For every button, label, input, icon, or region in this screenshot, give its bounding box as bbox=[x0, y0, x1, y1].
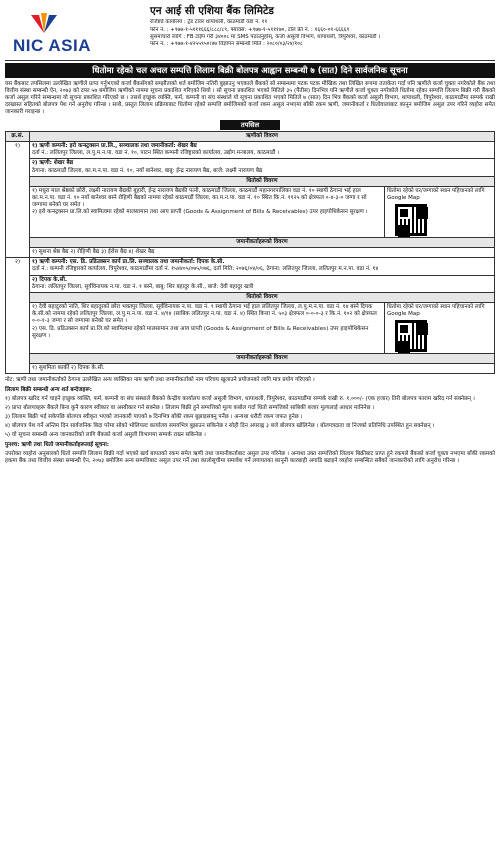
collateral-header: धितोको विवरण bbox=[30, 176, 495, 186]
table-row bbox=[6, 186, 495, 237]
guarantor-list: १) सुशना श्रेष्ठ बैद्य २) रोहिणी बैद्य ३) ईरोस बैद्य ४) शेखर बैद्य bbox=[30, 248, 495, 258]
logo-text: NIC ASIA bbox=[13, 36, 91, 55]
note-intro: नोट: ऋणी तथा जमानीकर्ताको ठेगाना उल्लेखित अन्य व्यक्तिका नाम ऋणी तथा जमानीकर्ताको नाम परिचय खुलाउने प्रयोजनको लागि मात्र प्रयोग गरिएको । bbox=[5, 377, 315, 384]
qr-code-icon[interactable] bbox=[395, 204, 427, 236]
borrower-detail: दर्ता नं.: कम्पनी रजिष्ट्रारको कार्यालय, त्रिपुरेश्वर, काठमाडौंमा दर्ता नं. १५४४०५/०७५/०७६, दर्ता मिति: २०७६/०४/०६, ठेगाना: ललितपुर जिल्ला, ललितपुर म.न.पा. वडा नं. १४ bbox=[32, 266, 379, 273]
guarantor-list: १) सुशमिता कार्की २) दिपक के.सी. bbox=[30, 364, 495, 374]
sub-borrower-cell bbox=[30, 275, 495, 292]
sub-borrower-name: २) ऋणी: शेखर बैद्य bbox=[32, 160, 74, 167]
term-item: ५) यो सूचना सम्बन्धी अन्य जानकारीको लागि बैंकको कर्जा असुली विभागमा सम्पर्क राख्न सकिनेछ । bbox=[5, 432, 206, 439]
collateral-cell bbox=[30, 303, 385, 354]
address-line: रजिष्टर्ड कार्यालय : ट्रेड टावर थापाथली, काठमाडौं वडा नं. ११ bbox=[150, 19, 268, 26]
term-item: ३) लिलाम बिक्री भई सकेपछि बोलपत्र स्वीकृत भएको जानकारी पाएको ७ दिनभित्र बाँकी रकम बुझाइसक्नु पर्नेछ । अन्यथा धरौटी रकम जफत हुनेछ । bbox=[5, 414, 303, 421]
collateral-hypothecation: २) इरो कन्स्ट्रक्सन प्रा.लि.को स्वामित्वमा रहेको मालसामान तथा आय प्राप्ती (Goods & Assignment of Bills & Receivables) उपर हाइपोथिकेसन सुरक्षण । bbox=[32, 209, 368, 216]
sub-borrower-detail: ठेगाना: ललितपुर जिल्ला, सुर्यविनायक न.पा. वडा नं. १ बस्ने, बाबु: शिर बहादुर के.सी., बाजे: देवी बहादुर खत्री bbox=[32, 283, 254, 290]
final-title: पुनश्च: ऋणी तथा धितो जमानीकर्ताहरूलाई सूचना: bbox=[5, 441, 110, 448]
notice-title: धितोमा रहेको चल अचल सम्पत्ति लिलाम बिक्री बोलपत्र आह्वान सम्बन्धी ७ (सात) दिने सार्वजनिक सूचना bbox=[5, 63, 495, 78]
notes-section bbox=[5, 377, 495, 465]
collateral-detail: १) मधुरा माल श्रेष्ठको छोरी, लक्ष्मी नारायण बैद्यकी बुहारी, ईन्द्र नारायण बैद्यकी पत्नी, काठमाडौं जिल्ला, काठमाडौं महानगरपालिका वडा नं. १० स्थायी ठेगाना भई हाल का.म.न.पा. वडा नं. १० नयाँ बानेश्वर बस्ने रोहिणी बैद्यको नाममा रहेको काठमाडौं जिल्ला, का.म.न.पा. वडा नं. १० स्थित कि.नं. ११२५ को क्षेत्रफल ०-४-३-० जग्गा र सो जग्गामा बनेको घर समेत । bbox=[32, 187, 367, 209]
final-paragraph: उपरोक्त व्यहोरा अनुसारको धितो सम्पत्ति लिलाम बिक्री गर्दा भएको खर्च बापतको रकम समेत ऋणी तथा जमानीकर्ताबाट असुल उपर गरिनेछ । अन्यथा उक्त सम्पत्तिको लिलाम बिक्रीबाट प्राप्त हुने रकमले बैंकको कर्जा चुक्ता नभएमा बाँकी रकमको हकमा बैंक तथा वित्तीय संस्था सम्बन्धी ऐन, २०७३ बमोजिम अन्य सम्पत्तिबाट असुल उपर गर्ने तथा कालोसूचीमा समावेश गर्ने लगायतका कानूनी कारबाही अगाडि बढाइने व्यहोरा सम्बन्धित सबैको जानकारीको लागि अनुरोध गरिन्छ । bbox=[5, 450, 495, 464]
guarantor-header: जमानीकर्ताहरूको विवरण bbox=[30, 354, 495, 364]
table-row bbox=[6, 275, 495, 292]
ad-date-line: फोन नं. : +९७७-१-४२५५९५०।४७ विज्ञापन सम्बन्धी मिति : २०८०/०३/२४/१०८ bbox=[150, 41, 303, 48]
borrower-name: १) ऋणी कम्पनी: एस. डि. प्रडिउक्सन कार्प प्रा.लि. सञ्चालक तथा जमानीकर्ता: दिपक के.सी. bbox=[32, 259, 225, 266]
phone-line: फोन नं. : +९७७-१-५१११६६६/८८८/८९, फ्याक्स: +९७७-१-५१११७०, टोल फ्री नं. : १६६०-०१-६६६६९ bbox=[150, 26, 350, 33]
map-text: धितोमा रहेको घर/जग्गाको स्थान पहिचानको लागि Google Map bbox=[387, 187, 485, 201]
table-row bbox=[6, 159, 495, 176]
term-item: १) बोलपत्र खरिद गर्न चाहने इच्छुक व्यक्ति, फर्म, कम्पनी वा संघ संस्थाले बैंकको केन्द्रीय कार्यालय कर्जा असुली विभाग, थापाथली, त्रिपुरेश्वर, काठमाडौंमा सम्पर्क राखी रु. १,०००/- (एक हजार) तिरी बोलपत्र फाराम खरिद गर्न सक्नेछन् । bbox=[5, 395, 475, 402]
table-header-row bbox=[6, 131, 495, 141]
contact-line: सुसमाचारो लागि : FB टाईप गरी ३४००८ मा SMS पठाउनुहोस्, कर्जा असुली विभाग, थापाथली, त्रिपुरेश्वर, काठमाडौं । bbox=[150, 34, 381, 41]
col-sn: क्र.सं. bbox=[6, 131, 30, 141]
table-row bbox=[6, 364, 495, 374]
schedule-label: तपसिल bbox=[220, 120, 280, 130]
sub-borrower-detail: ठेगाना: काठमाडौं जिल्ला, का.म.न.पा. वडा नं. १०, नयाँ बानेश्वर, बाबु: ईन्द्र नारायण बैद्य, बाजे: लक्ष्मी नारायण बैद्य bbox=[32, 167, 263, 174]
collateral-hypothecation: २) एस. डि. प्रडिउक्सन कार्प प्रा.लि.को स्वामित्वमा रहेको मालसामान तथा आय प्राप्ती (Goods & Assignment of Bills & Receivables) उपर हाइपोथिकेसन सुरक्षण । bbox=[32, 325, 369, 339]
borrower-name: १) ऋणी कम्पनी: इरो कन्स्ट्रक्सन प्रा.लि., सञ्चालक तथा जमानीकर्ता: शेखर बैद्य bbox=[32, 143, 197, 150]
bank-info bbox=[150, 5, 495, 49]
borrower-table bbox=[5, 131, 495, 374]
guarantor-header-row bbox=[6, 237, 495, 247]
qr-code-icon[interactable] bbox=[395, 320, 427, 352]
guarantor-header-row bbox=[6, 354, 495, 364]
term-item: २) प्राप्त बोलपत्रहरू बैंकले बिना कुनै कारण स्वीकार वा अस्वीकार गर्न सक्नेछ । लिलाम बिक्री हुने सम्पत्तिको मूल्य कबोल गर्दा धितो सम्पत्तिको साबिकी बजार मूल्यलाई आधार मानिनेछ । bbox=[5, 404, 375, 411]
collateral-detail: १) देवी बहादुरको नाति, शिर बहादुरको छोरा भक्तपुर जिल्ला, सूर्यविनायक न.पा. वडा नं. ९ स्थायी ठेगाना भई हाल ललितपुर जिल्ला, ल.पु.म.न.पा. वडा नं. १४ बस्ने दिपक के.सी.को नाममा रहेको ललितपुर जिल्ला, ल.पु.म.न.पा. वडा नं. ४/१४ (साबिक ललितपुर न.पा. वडा नं. ४) स्थित कित्ता नं. ५०३ क्षेत्रफल ०-०-०-३ र कि.नं. १०२ को क्षेत्रफल ०-०-१-३ जग्गा र सो जग्गामा बनेको घर समेत । bbox=[32, 304, 377, 325]
map-text: धितोमा रहेको घर/जग्गाको स्थान पहिचानको लागि Google Map bbox=[387, 304, 485, 318]
collateral-header-row bbox=[6, 292, 495, 302]
borrower-cell bbox=[30, 258, 495, 275]
row-sn: २) bbox=[6, 258, 30, 374]
table-row bbox=[6, 248, 495, 258]
collateral-header-row bbox=[6, 176, 495, 186]
header bbox=[5, 3, 495, 61]
map-cell bbox=[385, 186, 495, 237]
bank-name: एन आई सी एशिया बैंक लिमिटेड bbox=[150, 5, 274, 17]
map-cell bbox=[385, 303, 495, 354]
table-row bbox=[6, 303, 495, 354]
table-row bbox=[6, 142, 495, 159]
table-row bbox=[6, 258, 495, 275]
bank-logo bbox=[11, 11, 111, 57]
collateral-header: धितोको विवरण bbox=[30, 292, 495, 302]
collateral-cell bbox=[30, 186, 385, 237]
borrower-detail: दर्ता नं.: ललितपुर जिल्ला, ल.पु.म.न.पा. वडा नं. १०, पाटन स्थित कम्पनी रजिष्ट्रारको कार्यालय, उद्योग मन्त्रालय, काठमाडौं । bbox=[32, 150, 280, 157]
sub-borrower-name: २) दिपक के.सी. bbox=[32, 276, 68, 283]
row-sn: १) bbox=[6, 142, 30, 258]
col-borrower-details: ऋणीको विवरण bbox=[30, 131, 495, 141]
terms-title: लिलाम बिक्री सम्बन्धी अन्य शर्त बन्देजहरू: bbox=[5, 386, 92, 393]
nic-asia-emblem-icon bbox=[27, 11, 61, 35]
borrower-cell bbox=[30, 142, 495, 159]
intro-paragraph: यस बैंकबाट तपसिलमा उल्लेखित ऋणीले प्राप्त गर्नुभएको कर्जा बैंकसँगको सम्झौताको शर्त बमोजिम नतिरी बुझाउनु भएकाले बैंकको सो सम्बन्धमा पटक पटक मौखिक तथा लिखित रूपमा तताकेता गर्दा पनि ऋणीले कर्जा चुक्ता नगरेकोले बैंक तथा वित्तीय संस्था सम्बन्धी ऐन, २०७३ को दफा ५७ बमोजिम ऋणीको नाममा सूचना प्रकाशित गरिएको थियो । सो सूचना प्रकाशित भएको मितिले ३५ (पैंतीस) दिनभित्र पनि ऋणीले कर्जा चुक्ता नगरेकोले धितोमा रहेका सम्पत्ति लिलाम बिक्री गरी बैंकको कर्जा असुल गरिने सम्बन्धमा यो सूचना प्रकाशित गरिएको छ । तसर्थ इच्छुक व्यक्ति, फर्म, कम्पनी वा संघ संस्थाले यो सूचना प्रकाशित भएको मितिले ७ (सात) दिन भित्र बैंकको कर्जा असुली विभाग, थापाथली, त्रिपुरेश्वर, काठमाडौंमा सम्पर्क राखी दरखास्त सहितको बोलपत्र पेश गर्न अनुरोध गरिन्छ । साथै, प्रस्तुत लिलाम प्रक्रियाबाट धितोमा रहेको सम्पत्ति बमोजिमको कर्जा रकम असुल नभएमा बाँकी रकम ऋणी, जमानीकर्ता र धितोवालाबाट कानून बमोजिम असुल उपर गरिने व्यहोरा समेत जानकारी गराइन्छ । bbox=[5, 80, 495, 116]
sub-borrower-cell bbox=[30, 159, 495, 176]
guarantor-header: जमानीकर्ताहरूको विवरण bbox=[30, 237, 495, 247]
term-item: ४) बोलपत्र पेश गर्ने अन्तिम दिन सार्वजनिक बिदा परेमा सोको भोलिपल्ट कार्यालय समयभित्र बुझाउन सकिनेछ र सोही दिन अपराह्न ३ बजे बोलपत्र खोलिनेछ । बोलपत्रदाता वा निजको प्रतिनिधि उपस्थित हुन सक्नेछन् । bbox=[5, 423, 435, 430]
